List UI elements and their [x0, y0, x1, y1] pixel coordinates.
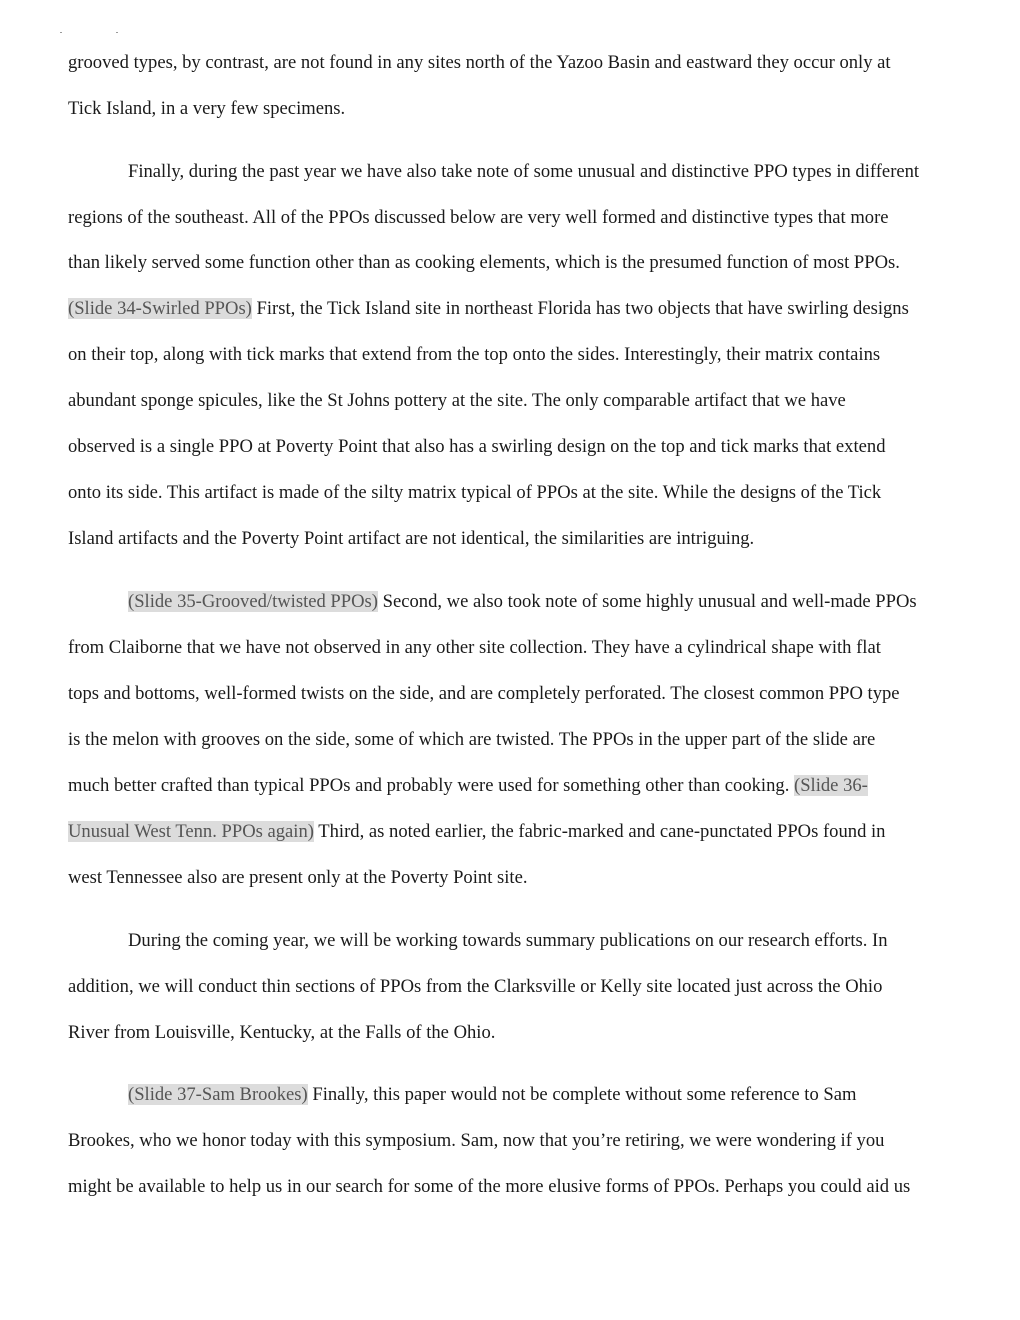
slide-reference-highlight: (Slide 34-Swirled PPOs)	[68, 298, 252, 319]
slide-reference-highlight: Unusual West Tenn. PPOs again)	[68, 821, 314, 842]
text-line: Unusual West Tenn. PPOs again) Third, as noted earlier, the fabric-marked and cane-punctated PPOs found in	[68, 821, 886, 842]
scan-artifact-mark	[60, 30, 120, 36]
text-line: addition, we will conduct thin sections of PPOs from the Clarksville or Kelly site located just across the Ohio	[68, 976, 883, 997]
text-line: Finally, during the past year we have also take note of some unusual and distinctive PPO types in different	[128, 161, 920, 182]
text-line: observed is a single PPO at Poverty Point that also has a swirling design on the top and tick marks that extend	[68, 436, 886, 457]
text-line: (Slide 34-Swirled PPOs) First, the Tick Island site in northeast Florida has two objects that have swirling designs	[68, 298, 909, 319]
text-line: Brookes, who we honor today with this symposium. Sam, now that you’re retiring, we were wondering if you	[68, 1130, 885, 1151]
slide-reference-highlight: (Slide 36-	[794, 775, 868, 796]
text-line: onto its side. This artifact is made of the silty matrix typical of PPOs at the site. While the designs of the Tick	[68, 482, 882, 503]
text-line: than likely served some function other than as cooking elements, which is the presumed function of most PPOs.	[68, 252, 900, 273]
text-line: grooved types, by contrast, are not found in any sites north of the Yazoo Basin and eastward they occur only at	[68, 52, 891, 73]
text-line: on their top, along with tick marks that extend from the top onto the sides. Interestingly, their matrix contains	[68, 344, 881, 365]
text-line: Island artifacts and the Poverty Point artifact are not identical, the similarities are intriguing.	[68, 528, 755, 549]
text-line: (Slide 35-Grooved/twisted PPOs) Second, we also took note of some highly unusual and well-made PPOs	[128, 591, 917, 612]
text-line: Tick Island, in a very few specimens.	[68, 98, 346, 119]
text-line: regions of the southeast. All of the PPOs discussed below are very well formed and distinctive types that more	[68, 207, 889, 228]
text-line: tops and bottoms, well-formed twists on the side, and are completely perforated. The closest common PPO type	[68, 683, 900, 704]
text-line: is the melon with grooves on the side, some of which are twisted. The PPOs in the upper part of the slide are	[68, 729, 876, 750]
text-line: might be available to help us in our search for some of the more elusive forms of PPOs. Perhaps you could aid us	[68, 1176, 911, 1197]
text-line: (Slide 37-Sam Brookes) Finally, this paper would not be complete without some reference to Sam	[128, 1084, 857, 1105]
text-line: abundant sponge spicules, like the St Johns pottery at the site. The only comparable artifact that we have	[68, 390, 846, 411]
text-line: from Claiborne that we have not observed in any other site collection. They have a cylindrical shape with flat	[68, 637, 881, 658]
text-line: River from Louisville, Kentucky, at the Falls of the Ohio.	[68, 1022, 496, 1043]
slide-reference-highlight: (Slide 35-Grooved/twisted PPOs)	[128, 591, 378, 612]
slide-reference-highlight: (Slide 37-Sam Brookes)	[128, 1084, 308, 1105]
text-line: During the coming year, we will be working towards summary publications on our research efforts. In	[128, 930, 888, 951]
text-line: much better crafted than typical PPOs and probably were used for something other than cooking. (Slide 36-	[68, 775, 868, 796]
text-line: west Tennessee also are present only at the Poverty Point site.	[68, 867, 528, 888]
